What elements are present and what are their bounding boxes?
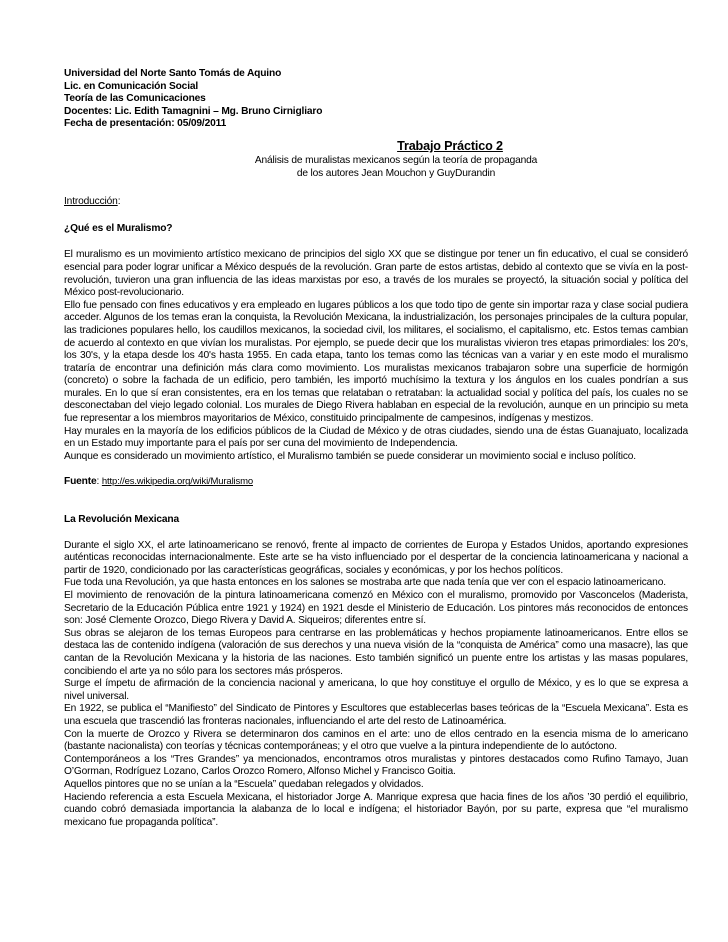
degree-name: Lic. en Comunicación Social [64, 80, 199, 92]
document-subtitle-line-1: Análisis de muralistas mexicanos según la teoría de propaganda [254, 154, 538, 166]
revolucion-paragraph: Fue toda una Revolución, ya que hasta entonces en los salones se mostraba arte que nada tenía que ver con el espacio latinoamericano. [64, 577, 666, 589]
revolucion-paragraph: En 1922, se publica el “Manifiesto” del Sindicato de Pintores y Escultores que establecerlas bases teóricas de la “Escuela Mexicana”. Esta es una escuela que trascendió las fronteras nacionales, influenciando el arte del resto de Latinoamérica. [64, 703, 688, 727]
revolucion-paragraph: Haciendo referencia a esta Escuela Mexicana, el historiador Jorge A. Manrique expresa que hacia fines de los años ’30 perdió el equilibrio, cuando cobró demasiada importancia la alabanza de lo local e indígena; el historiador Bayón, por su parte, expresa que “el muralismo mexicano fue propaganda política”. [64, 791, 688, 828]
intro-colon: : [117, 196, 121, 208]
teachers-line: Docentes: Lic. Edith Tamagnini – Mg. Bruno Cirnigliaro [64, 105, 323, 117]
source-link[interactable]: http://es.wikipedia.org/wiki/Muralismo [101, 476, 253, 488]
revolucion-paragraph: Aquellos pintores que no se unían a la “Escuela” quedaban relegados y olvidados. [64, 778, 424, 790]
document-subtitle-line-2: de los autores Jean Mouchon y GuyDurandin [296, 167, 496, 179]
revolucion-paragraph: El movimiento de renovación de la pintura latinoamericana comenzó en México con el muralismo, promovido por Vasconcelos (Maderista, Secretario de la Educación Pública entre 1921 y 1924) en 1921 desde el Ministerio de Educación. Los pintores más reconocidos de entonces son: José Clemente Orozco, Diego Rivera y David A. Siqueiros; diferentes entre sí. [64, 590, 688, 627]
revolucion-heading: La Revolución Mexicana [64, 514, 180, 526]
revolucion-paragraph: Surge el ímpetu de afirmación de la conciencia nacional y americana, lo que hoy constituye el orgullo de México, y es lo que se expresa a nivel universal. [64, 678, 688, 702]
muralismo-question-heading: ¿Qué es el Muralismo? [64, 222, 173, 234]
revolucion-paragraph: Durante el siglo XX, el arte latinoamericano se renovó, frente al impacto de corrientes de Europa y Estados Unidos, aportando expresiones auténticas reconocidas internacionalmente. Este arte se ha visto influenciado por el despertar de la conciencia latinoamericana y nacional a partir de 1920, condicionado por las características geográficas, sociales y económicas, y por los hechos políticos. [64, 539, 688, 576]
revolucion-paragraph: Sus obras se alejaron de los temas Europeos para centrarse en las problemáticas y hechos propiamente latinoamericanos. Entre ellos se destaca las de contenido indígena (valoración de sus derechos y una nueva visión de la “conquista de América” como una masacre), las que cantan de la Revolución Mexicana y la historia de las naciones. Esto también significó un puente entre los artistas y las masas populares, concibiendo el arte ya no sólo para los sectores más prósperos. [64, 627, 688, 677]
title-block [64, 139, 688, 180]
university-name: Universidad del Norte Santo Tomás de Aquino [64, 68, 282, 79]
intro-label: Introducción [64, 196, 118, 208]
muralismo-paragraph: Hay murales en la mayoría de los edificios públicos de la Ciudad de México y de otras ciudades, siendo una de éstas Guanajuato, localizada en un Estado muy importante para el país por ser cuna del movimiento de Independencia. [64, 425, 688, 450]
revolucion-paragraph: Contemporáneos a los “Tres Grandes” ya mencionados, encontramos otros muralistas y pintores destacados como Rufino Tamayo, Juan O’Gorman, Rodríguez Lozano, Carlos Orozco Romero, Alfonso Michel y Francisco Goitia. [64, 753, 688, 778]
muralismo-paragraph: Aunque es considerado un movimiento artístico, el Muralismo también se puede considerar un movimiento social e incluso político. [64, 450, 636, 462]
document-header [64, 68, 688, 131]
course-name: Teoría de las Comunicaciones [64, 93, 206, 105]
source-colon: : [96, 476, 102, 488]
muralismo-paragraph: El muralismo es un movimiento artístico mexicano de principios del siglo XX que se distingue por tener un fin educativo, el cual se consideró esencial para poder lograr unificar a México después de la revolución. Gran parte de estos artistas, debido al contexto que se vivía en la post-revolución, tuvieron una gran influencia de las ideas marxistas por eso, a través de los murales se proyectó, la situación social y política del México post-revolucionario. [64, 249, 688, 299]
source-line [64, 476, 688, 489]
revolucion-paragraph: Con la muerte de Orozco y Rivera se determinaron dos caminos en el arte: uno de ellos centrado en la esencia misma de lo americano (bastante nacionalista) con teorías y técnicas contemporáneas; y el otro que vuelve a la pintura independiente de lo autóctono. [64, 728, 688, 753]
muralismo-section [64, 249, 688, 463]
submission-date: Fecha de presentación: 05/09/2011 [64, 118, 227, 130]
muralismo-paragraph: Ello fue pensado con fines educativos y era empleado en lugares públicos a los que todo tipo de gente sin importar raza y clase social pudiera acceder. Algunos de los temas eran la conquista, la Revolución Mexicana, la industrialización, los personajes principales de la cultura popular, las tradiciones populares hello, los caudillos mexicanos, la sociedad civil, los militares, el socialismo, el capitalismo, etc. Estos temas cambian de acuerdo al contexto en que vivían los muralistas. Por ejemplo, se puede decir que los muralistas vivieron tres etapas primordiales: los 20's, los 30's, y la etapa desde los 40's hasta 1955. En cada etapa, tanto los temas como las técnicas van a variar y en este modo el muralismo trataría de encontrar una definición más clara como movimiento. Los muralistas mexicanos trabajaron sobre una superficie de hormigón (concreto) o sobre la fachada de un edificio, pero también, les importó muchísimo la textura y los ángulos en los cuales pondrían a sus murales. En lo que sí eran consistentes, era en los temas que relataban o retrataban: la actualidad social y política del país, los cuales no se desconectaban del viejo legado colonial. Los murales de Diego Rivera hablaban en especial de la revolución, aunque en un principio su meta fue representar a los miembros mayoritarios de México, constituido principalmente de campesinos, indígenas y mestizos. [64, 299, 688, 425]
revolucion-section [64, 540, 688, 830]
intro-heading [64, 196, 688, 209]
source-label: Fuente [64, 476, 97, 488]
document-title: Trabajo Práctico 2 [397, 138, 503, 153]
